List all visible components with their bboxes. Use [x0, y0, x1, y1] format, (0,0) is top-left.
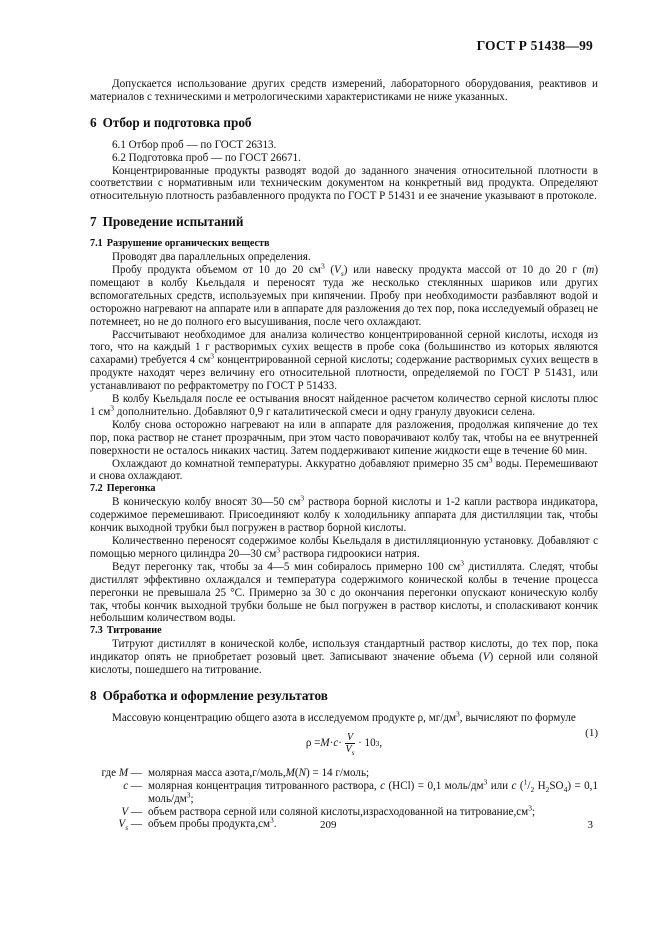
definition-row: V — объем раствора серной или соляной кислоты,израсходованной на $титрование,см^3$;	[121, 802, 536, 818]
definition-row: где M — молярная масса азота,г/моль,M(N) = 14 г/моль;	[101, 766, 370, 779]
paragraph: Рассчитывают необходимое для анализа количество концентрированной серной кислоты, исходя из того, что на каждый 1 г растворимых сухих веществ в пробе сока (большинство из которых являются сахарами) требуется 4 $см^3$ концентрированной серной кислоты; содержание растворимых сухих веществ в продукте находят через величину его относительной плотности, определяемой по ГОСТ Р 51431, или устанавливают по рефрактометру по ГОСТ Р 51433.	[90, 328, 598, 393]
equation-number: (1)	[585, 726, 598, 739]
section-6-heading: 6 Отбор и подготовка проб	[90, 114, 252, 130]
fraction: $\frac{V}{V_s}$	[345, 732, 355, 758]
paragraph: Титруют дистиллят в конической колбе, используя стандартный раствор кислоты, до тех пор, пока индикатор опять не приобретает розовый цвет. Записывают значение объема (V) серной или соляной кислоты, пошедшего на титрование.	[90, 638, 598, 677]
section-6-item: 6.1 Отбор проб — по ГОСТ 26313.	[112, 138, 277, 151]
standard-code-header: ГОСТ Р 51438—99	[476, 38, 593, 53]
section-8-heading: 8 Обработка и оформление результатов	[90, 687, 328, 703]
definition-row: c — молярная концентрация титрованного раствора, c (HCl) = 0,1 моль/$дм^3$ или c ($^1/_2$ $H_2SO_4) = 0,1$ моль/$дм^3$;	[123, 777, 598, 805]
definition-row: $V_s$ — объем пробы $продукта,см^3$.	[118, 815, 277, 833]
intro-paragraph: Допускается использование других средств измерений, лабораторного оборудования, реактивов и материалов с техническими и метрологическими характеристиками не ниже указанных.	[90, 78, 598, 103]
section-6-paragraph: Концентрированные продукты разводят водой до заданного значения относительной плотности в соответствии с нормативным или техническим документом на конкретный вид продукта. Определяют относительную плотность разбавленного продукта по ГОСТ Р 51431 и ее значение указывают в протоколе.	[90, 164, 598, 203]
paragraph: Количественно переносят содержимое колбы Кьельдаля в дистилляционную установку. Добавляют с помощью мерного цилиндра 20—30 $см^3$ раствора гидроокиси натрия.	[90, 535, 598, 560]
paragraph: В коническую колбу вносят 30—50 $см^3$ раствора борной кислоты и 1-2 капли раствора индикатора, содержимое перемешивают. Присоединяют колбу к холодильнику аппарата для дистилляции так, чтобы кончик выходной трубки был погружен в раствор борной кислоты.	[90, 493, 598, 535]
subsection-7-2-heading: 7.2 Перегонка	[90, 483, 156, 495]
paragraph: Проводят два параллельных определения.	[112, 251, 311, 264]
paragraph: В колбу Кьельдаля после ее остывания вносят найденное расчетом количество серной кислоты плюс 1 $см^3$ дополнительно. Добавляют 0,9 г каталитической смеси и одну гранулу двуокиси селена.	[90, 393, 598, 418]
document-body	[90, 78, 598, 831]
formula-1: ρ = M · c · $\frac{V}{V_s}$ · 10 3 , (1)	[305, 726, 598, 758]
variable-definitions	[90, 767, 598, 832]
subsection-7-3-heading: 7.3 Титрование	[90, 625, 162, 637]
paragraph: Ведут перегонку так, чтобы за 4—5 мин собиралось примерно 100 $см^3$ дистиллята. Следят, чтобы дистиллят эффективно охлаждался и температура содержимого конической колбы в течение процесса перегонки не превышала 25 °С. Примерно за 30 с до окончания перегонки опускают коническую колбу так, чтобы кончик выходной трубки больше не был погружен в раствор кислоты, и споласкивают кончик небольшим количеством воды.	[90, 558, 599, 625]
paragraph: Пробу продукта объемом от 10 до 20 $см^3$ $(V_s)$ или навеску продукта массой от 10 до 20 г (m) помещают в колбу Кьельдаля и переносят туда же несколько стеклянных шариков или других вспомогательных средств, используемых при кипячении. Пробу при необходимости разбавляют водой и осторожно нагревают на аппарате или в аппарате для разложения до тех пор, пока исследуемый образец не потемнеет, но не до полного его высушивания, после чего охлаждают.	[90, 261, 599, 328]
paragraph: Массовую концентрацию общего азота в исследуемом продукте ρ, $мг/дм^3$, вычисляют по формуле	[112, 709, 576, 724]
section-7-heading: 7 Проведение испытаний	[90, 214, 244, 230]
paragraph: Колбу снова осторожно нагревают на или в аппарате для разложения, продолжая кипячение до тех пор, пока раствор не станет прозрачным, при этом часто поворачивают колбу так, чтобы на ее внутренней поверхности не осталось никаких частиц. Затем поддерживают кипение жидкости еще в течение 60 мин.	[90, 418, 598, 457]
sheet-number: 3	[587, 819, 593, 831]
paragraph: Охлаждают до комнатной температуры. Аккуратно добавляют примерно 35 $см^3$ воды. Перемешивают и снова охлаждают.	[90, 454, 598, 483]
section-6-item: 6.2 Подготовка проб — по ГОСТ 26671.	[112, 151, 301, 164]
page-number: 209	[320, 819, 337, 831]
subsection-7-1-heading: 7.1 Разрушение органических веществ	[90, 238, 270, 250]
